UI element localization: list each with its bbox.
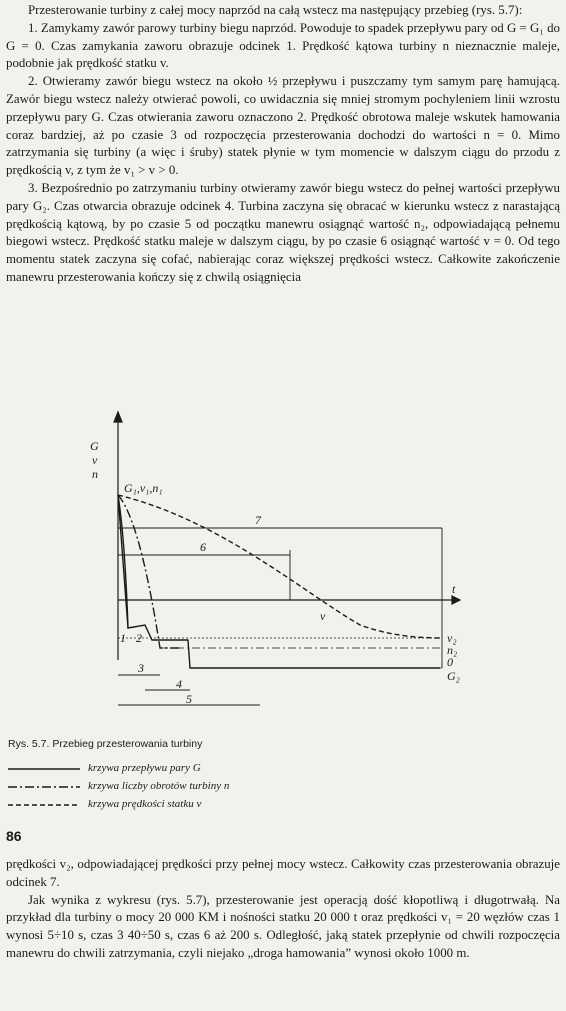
figure-diagram bbox=[0, 400, 566, 730]
t-label: t bbox=[452, 582, 456, 596]
origin-label: G₁,v₁,n₁ bbox=[124, 481, 163, 495]
axes bbox=[114, 412, 460, 660]
zero-label: 0 bbox=[447, 655, 453, 669]
y-label-n: n bbox=[92, 467, 98, 481]
y-label-g: G bbox=[90, 439, 99, 453]
figure-caption: Rys. 5.7. Przebieg przesterowania turbiny bbox=[8, 738, 203, 750]
n2-label: n₂ bbox=[447, 643, 458, 657]
seg5-label: 5 bbox=[186, 692, 192, 706]
seg7-label: 7 bbox=[255, 513, 261, 527]
seg2-label: 2 bbox=[136, 631, 142, 645]
seg6-label: 6 bbox=[200, 540, 206, 554]
bottom-text-block bbox=[6, 856, 560, 963]
seg4-label: 4 bbox=[176, 677, 182, 691]
segment-brackets bbox=[118, 528, 442, 705]
paragraph-step-3: 3. Bezpośrednio po zatrzymaniu turbiny otwieramy zawór biegu wstecz do pełnej wartości przepływu pary G₂. Czas otwarcia obrazuje odcinek 4. Turbina zaczyna się obracać w kierunku wstecz z narastającą prędkością kątową, by po czasie 5 od początku manewru osiągnąć wartość n₂, odpowiadającą pełnemu biegowi wstecz. Prędkość statku maleje w dalszym ciągu, by po czasie 6 osiągnąć wartość v = 0. Od tego momentu statek zaczyna się cofać, nabierając coraz większej prędkości wstecz. Całkowite zakończenie manewru przesterowania kończy się z chwilą osiągnięcia bbox=[6, 180, 560, 284]
page-number: 86 bbox=[6, 828, 22, 844]
legend-label: krzywa przepływu pary G bbox=[88, 762, 201, 774]
legend-line-solid bbox=[8, 764, 82, 774]
v-curve-label: v bbox=[320, 609, 326, 623]
g-curve bbox=[118, 495, 440, 668]
legend-line-dashed bbox=[8, 800, 82, 810]
paragraph-intro: Przesterowanie turbiny z całej mocy naprzód na całą wstecz ma następujący przebieg (rys. 5.7): bbox=[28, 3, 523, 17]
reference-lines bbox=[118, 638, 442, 668]
legend-item-n bbox=[8, 780, 428, 796]
paragraph-continuation: prędkości v₂, odpowiadającej prędkości przy pełnej mocy wstecz. Całkowity czas przesterowania obrazuje odcinek 7. bbox=[6, 857, 560, 889]
paragraph-step-2: 2. Otwieramy zawór biegu wstecz na około ½ przepływu i puszczamy tym samym parę hamującą. Zawór biegu wstecz należy otwierać powoli, co uwidacznia się mniej stromym pochyleniem linii wzrostu przepływu pary G. Czas otwierania zaworu oznaczono 2. Prędkość obrotowa maleje wskutek hamowania coraz bardziej, aż po czasie 3 od rozpoczęcia przesterowania dochodzi do wartości n = 0. Mimo zatrzymania się turbiny (a więc i śruby) statek płynie w tym momencie w dalszym ciągu do przodu z prędkością v, z tym że v₁ > v > 0. bbox=[6, 74, 560, 178]
seg3-label: 3 bbox=[138, 661, 144, 675]
top-text-block bbox=[6, 2, 560, 287]
t-arrow bbox=[452, 596, 460, 604]
paragraph-step-1: 1. Zamykamy zawór parowy turbiny biegu naprzód. Powoduje to spadek przepływu pary od G = G₁ do G = 0. Czas zamykania zaworu obrazuje odcinek 1. Prędkość kątowa turbiny n nieznacznie maleje, podobnie jak prędkość statku v. bbox=[6, 20, 560, 71]
legend-label: krzywa prędkości statku v bbox=[88, 798, 202, 810]
legend-label: krzywa liczby obrotów turbiny n bbox=[88, 780, 230, 792]
v2-label: v₂ bbox=[447, 631, 457, 645]
seg1-label: 1 bbox=[120, 631, 126, 645]
legend-item-g bbox=[8, 762, 428, 778]
g2-label: G₂ bbox=[447, 669, 460, 683]
legend-line-dashdot bbox=[8, 782, 82, 792]
legend-item-v bbox=[8, 798, 428, 814]
y-arrow bbox=[114, 412, 122, 422]
v-curve bbox=[118, 495, 442, 638]
y-label-v: v bbox=[92, 453, 98, 467]
paragraph-example: Jak wynika z wykresu (rys. 5.7), przesterowanie jest operacją dość kłopotliwą i długotrwałą. Na przykład dla turbiny o mocy 20 000 KM i nośności statku 20 000 t oraz prędkości v₁ = 20 węzłów czas 1 wynosi 5÷10 s, czas 3 40÷50 s, czas 6 aż 200 s. Odległość, jaką statek przepłynie od chwili rozpoczęcia manewru do chwili zatrzymania, czyli niejako „droga hamowania” wynosi około 1000 m. bbox=[6, 892, 560, 960]
curves bbox=[118, 495, 442, 668]
